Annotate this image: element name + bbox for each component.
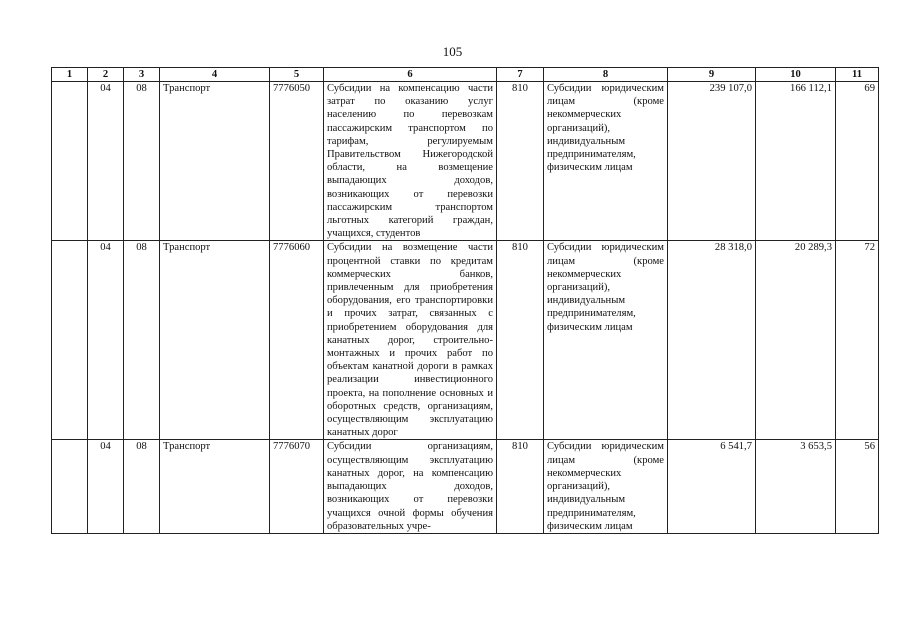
cell-value-11: 56 [836, 440, 879, 533]
cell-subsection: 08 [124, 82, 160, 241]
cell-name: Транспорт [160, 82, 270, 241]
cell-section: 04 [88, 440, 124, 533]
cell-name: Транспорт [160, 440, 270, 533]
cell-expense-type: 810 [497, 440, 544, 533]
cell-expense-type-name: Субсидии юридическим лицам (кроме некоммерческих организаций), индивидуальным предпринимателям, физическим лицам [544, 241, 668, 440]
cell-value-10: 20 289,3 [756, 241, 836, 440]
cell-expense-type-name: Субсидии юридическим лицам (кроме некоммерческих организаций), индивидуальным предпринимателям, физическим лицам [544, 82, 668, 241]
cell-value-10: 3 653,5 [756, 440, 836, 533]
cell-expense-type: 810 [497, 241, 544, 440]
header-col-3: 3 [124, 68, 160, 82]
table-row [52, 241, 879, 440]
cell-col-1 [52, 241, 88, 440]
cell-value-9: 239 107,0 [668, 82, 756, 241]
cell-name: Транспорт [160, 241, 270, 440]
cell-code: 7776050 [270, 82, 324, 241]
header-col-6: 6 [324, 68, 497, 82]
cell-code: 7776070 [270, 440, 324, 533]
cell-description: Субсидии организациям, осуществляющим эксплуатацию канатных дорог, на компенсацию выпадающих доходов, возникающих от перевозки учащихся очной формы обучения образовательных учре- [324, 440, 497, 533]
header-col-9: 9 [668, 68, 756, 82]
cell-col-1 [52, 440, 88, 533]
budget-table [51, 67, 879, 534]
cell-section: 04 [88, 241, 124, 440]
cell-description: Субсидии на возмещение части процентной ставки по кредитам коммерческих банков, привлеченным для приобретения оборудования, его транспортировки и прочих затрат, связанных с приобретением оборудования для канатных дорог, строительно-монтажных и прочих работ по объектам канатной дороги в рамках реализации инвестиционного проекта, на пополнение основных и оборотных средств, организациям, осуществляющим эксплуатацию канатных дорог [324, 241, 497, 440]
header-col-1: 1 [52, 68, 88, 82]
cell-subsection: 08 [124, 241, 160, 440]
table-row [52, 440, 879, 533]
page-number: 105 [442, 44, 463, 59]
cell-value-11: 72 [836, 241, 879, 440]
header-col-10: 10 [756, 68, 836, 82]
header-row [52, 68, 879, 82]
cell-col-1 [52, 82, 88, 241]
cell-section: 04 [88, 82, 124, 241]
header-col-11: 11 [836, 68, 879, 82]
cell-value-11: 69 [836, 82, 879, 241]
cell-value-9: 28 318,0 [668, 241, 756, 440]
cell-value-10: 166 112,1 [756, 82, 836, 241]
header-col-5: 5 [270, 68, 324, 82]
header-col-2: 2 [88, 68, 124, 82]
table-row [52, 82, 879, 241]
cell-expense-type-name: Субсидии юридическим лицам (кроме некоммерческих организаций), индивидуальным предпринимателям, физическим лицам [544, 440, 668, 533]
cell-subsection: 08 [124, 440, 160, 533]
cell-description: Субсидии на компенсацию части затрат по оказанию услуг населению по перевозкам пассажирским транспортом по тарифам, регулируемым Правительством Нижегородской области, на возмещение выпадающих доходов, возникающих от перевозки пассажирским транспортом льготных категорий граждан, учащихся, студентов [324, 82, 497, 241]
cell-expense-type: 810 [497, 82, 544, 241]
cell-value-9: 6 541,7 [668, 440, 756, 533]
header-col-8: 8 [544, 68, 668, 82]
header-col-7: 7 [497, 68, 544, 82]
cell-code: 7776060 [270, 241, 324, 440]
header-col-4: 4 [160, 68, 270, 82]
